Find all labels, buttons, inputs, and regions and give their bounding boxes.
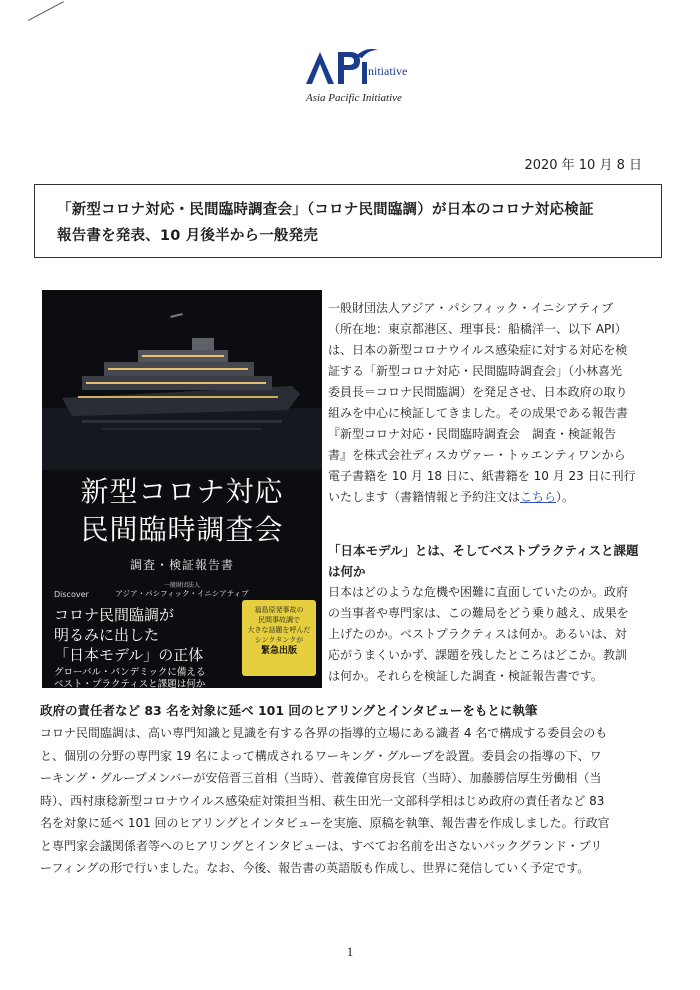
api-logo	[300, 44, 450, 110]
intro-line-pre: いたします（書籍情報と予約注文は	[328, 490, 521, 504]
section-line: 日本はどのような危機や困難に直面していたのか。政府	[328, 585, 629, 599]
intro-line: 一般財団法人アジア・パシフィック・イニシアティブ	[328, 301, 614, 315]
logo-initiative-text: nitiative	[368, 64, 408, 78]
section-line: の当事者や専門家は、この難局をどう乗り越え、成果を	[328, 606, 629, 620]
section-heading: 政府の責任者など 83 名を対象に延べ 101 回のヒアリングとインタビューをもとに執筆	[40, 703, 538, 718]
section-line: 応がうまくいかず、課題を残したところはどこか。教訓	[328, 648, 628, 662]
section-line: 上げたのか。ベストプラクティスは何か。あるいは、対	[328, 627, 627, 641]
section-heading-line-2: は何か	[328, 564, 366, 579]
book-tagline-1: コロナ民間臨調が	[54, 606, 175, 624]
cruise-ship-night-illustration	[42, 290, 322, 470]
section-heading	[328, 540, 662, 582]
logo-tagline: Asia Pacific Initiative	[306, 92, 402, 104]
book-tagline-5: ベスト・プラクティスと課題は何か	[54, 679, 206, 688]
section-line: コロナ民間臨調は、高い専門知識と見識を有する各界の指導的立場にある識者 4 名で構成する委員会のも	[40, 726, 608, 740]
section-line: 名を対象に延べ 101 回のヒアリングとインタビューを実施、原稿を執筆、報告書を作成しました。行政官	[40, 816, 610, 830]
book-publisher: アジア・パシフィック・イニシアティブ	[115, 589, 249, 598]
scan-mark	[28, 1, 64, 21]
headline-box	[34, 184, 662, 258]
section-line: ーキング・グループメンバーが安倍晋三首相（当時）、菅義偉官房長官（当時）、加藤勝信厚生労働相（当	[40, 771, 602, 785]
book-tagline-4: グローバル・パンデミックに備える	[54, 667, 206, 678]
intro-line: 書』を株式会社ディスカヴァー・トゥエンティワンから	[328, 448, 626, 462]
section-line: と、個別の分野の専門家 19 名によって構成されるワーキング・グループを設置。委員会の指導の下、ワ	[40, 748, 602, 763]
section-line: と専門家会議関係者等へのヒアリングとインタビューは、すべてお名前を出さないバックグランド・ブリ	[40, 838, 603, 853]
intro-line-with-link	[328, 487, 662, 508]
headline-line-1: 「新型コロナ対応・民間臨時調査会」（コロナ民間臨調）が日本のコロナ対応検証	[57, 202, 594, 218]
intro-line: （所在地：東京都港区、理事長：船橋洋一、以下 API）	[328, 322, 627, 336]
japan-model-section	[328, 540, 662, 687]
badge-line-2: 民間事故調で	[258, 616, 300, 624]
book-title-line-2: 民間臨時調査会	[80, 513, 284, 546]
book-badge	[242, 600, 316, 676]
interviews-section	[40, 700, 662, 880]
page-number: 1	[346, 944, 354, 959]
book-subtitle: 調査・検証報告書	[129, 558, 234, 572]
badge-line-1: 福島原発事故の	[254, 606, 304, 614]
book-tagline-3: 「日本モデル」の正体	[54, 646, 204, 664]
book-publisher-small: 一般財団法人	[163, 582, 200, 589]
intro-line: 電子書籍を 10 月 18 日に、紙書籍を 10 月 23 日に刊行	[328, 469, 636, 483]
badge-urgent: 緊急出版	[260, 646, 297, 656]
intro-line: 証する「新型コロナ対応・民間臨時調査会」（小林喜光	[328, 364, 623, 378]
intro-line: 『新型コロナ対応・民間臨時調査会 調査・検証報告	[328, 427, 617, 441]
section-heading-line-1: 「日本モデル」とは、そしてベストプラクティスと課題	[328, 543, 639, 558]
book-info-link[interactable]: こちら	[520, 490, 557, 504]
book-imprint: Discover	[54, 590, 89, 599]
book-title-line-1: 新型コロナ対応	[80, 475, 284, 508]
intro-line: は、日本の新型コロナウイルス感染症に対する対応を検	[328, 343, 628, 357]
headline-line-2: 報告書を発表、10 月後半から一般発売	[57, 228, 319, 244]
release-date: 2020 年 10 月 8 日	[524, 158, 642, 173]
section-line: は何か。それらを検証した調査・検証報告書です。	[328, 669, 604, 683]
intro-line-post: ）。	[556, 490, 575, 504]
badge-line-3: 大きな話題を呼んだ	[247, 626, 311, 634]
intro-line: 組みを中心に検証してきました。その成果である報告書	[328, 406, 629, 420]
section-line: 時）、西村康稔新型コロナウイルス感染症対策担当相、萩生田光一文部科学相はじめ政府の責任者など 83	[40, 793, 605, 808]
book-cover-image	[42, 290, 322, 688]
intro-paragraph	[328, 298, 662, 508]
section-line: ーフィングの形で行いました。なお、今後、報告書の英語版も作成し、世界に発信していく予定です。	[40, 861, 590, 875]
intro-line: 委員長＝コロナ民間臨調）を発足させ、日本政府の取り	[328, 385, 628, 399]
badge-line-4: シンクタンクが	[254, 636, 304, 644]
book-tagline-2: 明るみに出した	[54, 626, 160, 644]
